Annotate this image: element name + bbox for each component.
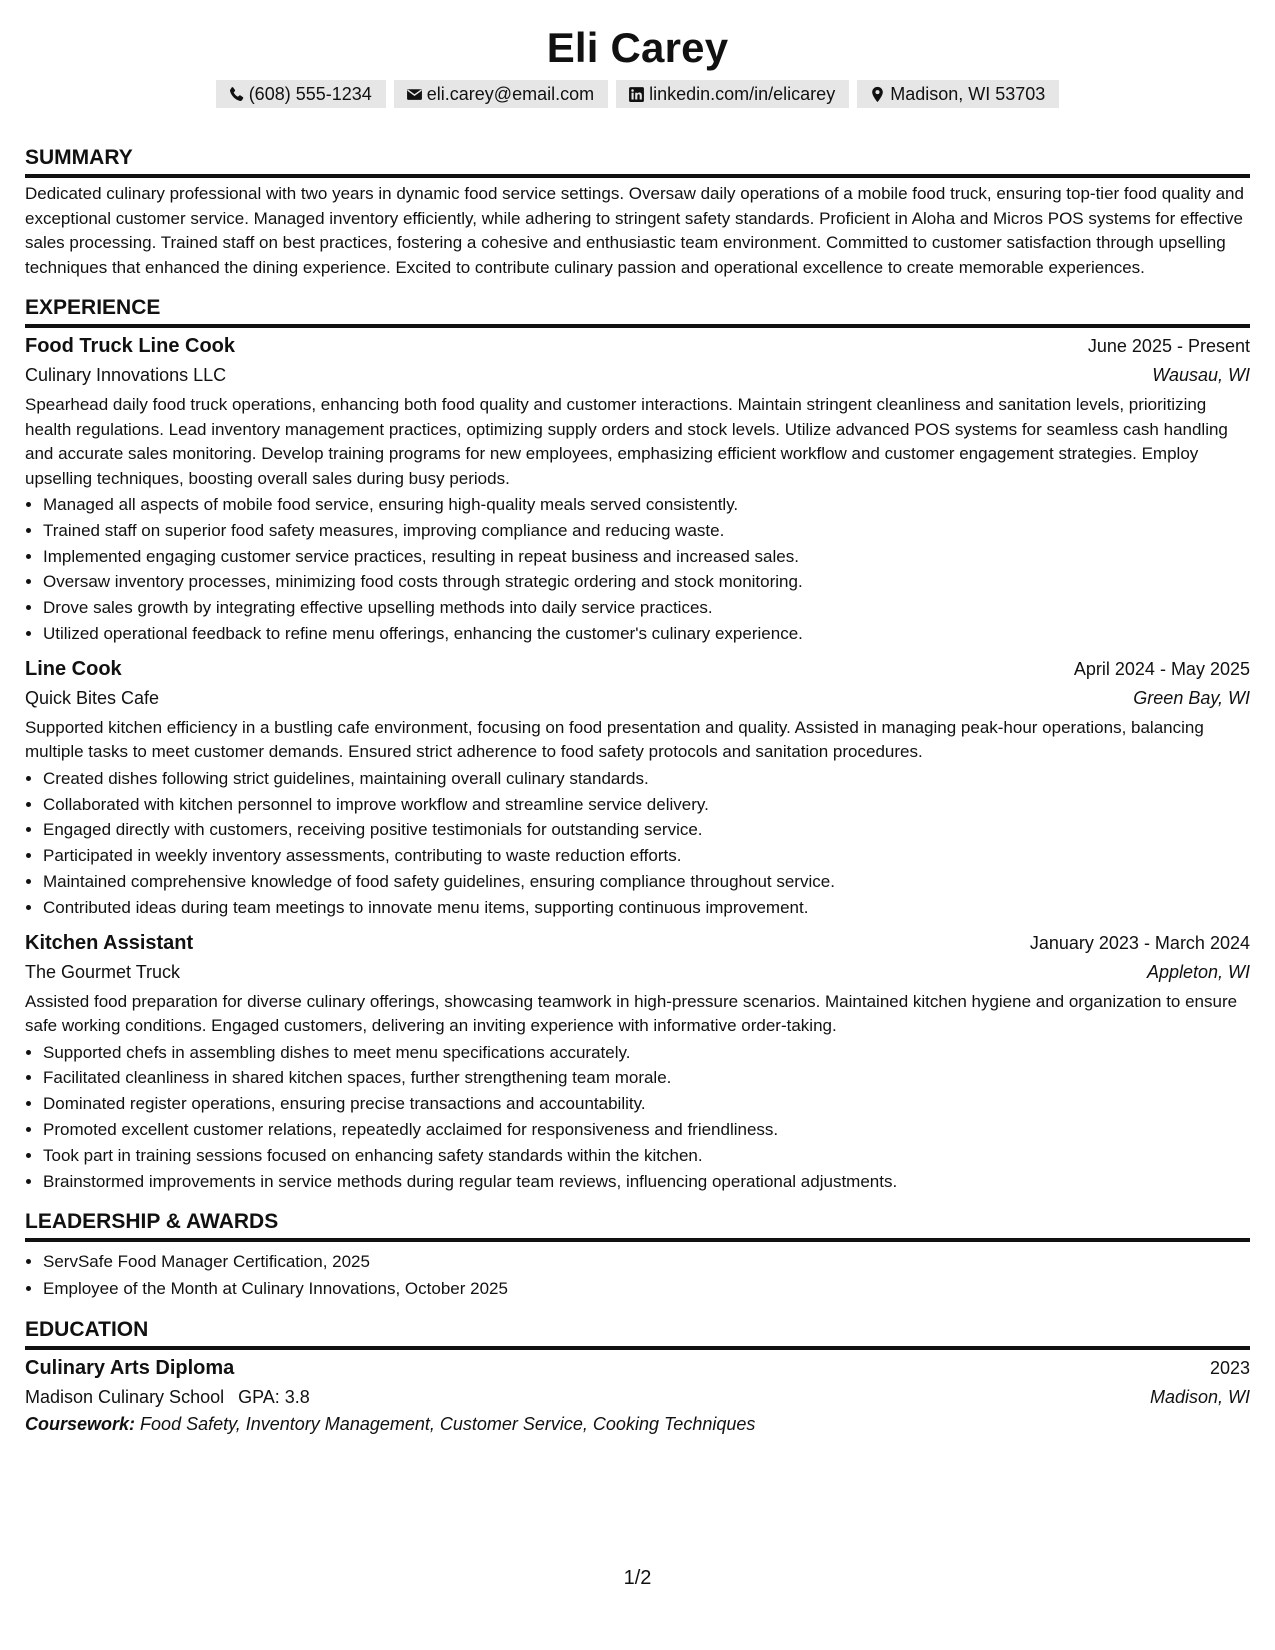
job-title: Food Truck Line Cook — [25, 335, 236, 357]
degree-title: Culinary Arts Diploma — [25, 1357, 235, 1380]
job-dates: June 2025 - Present — [1087, 336, 1250, 356]
phone-icon — [228, 86, 245, 103]
job-entry — [25, 929, 1250, 1195]
list-item: • Engaged directly with customers, receiving positive testimonials for outstanding service. — [43, 817, 1250, 843]
job-bullets — [25, 766, 1250, 921]
job-location: Green Bay, WI — [1133, 687, 1250, 708]
list-item: • Brainstormed improvements in service methods during regular team reviews, influencing operational adjustments. — [43, 1169, 1250, 1195]
education-section — [25, 1316, 1250, 1438]
experience-section — [25, 294, 1250, 1194]
list-item: • Created dishes following strict guidelines, maintaining overall culinary standards. — [43, 766, 1250, 792]
list-item: • Collaborated with kitchen personnel to improve workflow and streamline service delivery. — [43, 792, 1250, 818]
linkedin-icon — [628, 86, 645, 103]
envelope-icon — [406, 86, 423, 103]
job-bullets — [25, 492, 1250, 647]
job-location: Wausau, WI — [1152, 365, 1250, 385]
list-item: • Managed all aspects of mobile food service, ensuring high-quality meals served consistently. — [43, 492, 1250, 518]
job-description: Supported kitchen efficiency in a bustling cafe environment, focusing on food presentation and quality. Assisted in managing peak-hour operations, balancing multiple tasks to meet customer demands. Ensured strict adherence to food safety protocols and sanitation procedures. — [25, 717, 1204, 762]
job-entry — [25, 332, 1250, 647]
job-description: Assisted food preparation for diverse culinary offerings, showcasing teamwork in high-pressure scenarios. Maintained kitchen hygiene and organization to ensure safe working conditions. Engaged customers, delivering an inviting experience with informative order-taking. — [25, 991, 1238, 1036]
company-name: Culinary Innovations LLC — [25, 365, 227, 385]
linkedin-text[interactable]: linkedin.com/in/elicarey — [649, 84, 836, 104]
section-title: SUMMARY — [25, 144, 1250, 178]
graduation-year: 2023 — [1209, 1358, 1250, 1379]
job-dates: January 2023 - March 2024 — [1029, 932, 1250, 953]
coursework — [25, 1410, 1250, 1438]
email-text[interactable]: eli.carey@email.com — [426, 84, 595, 104]
list-item: • Implemented engaging customer service practices, resulting in repeat business and increased sales. — [43, 544, 1250, 570]
school-info — [25, 1384, 310, 1410]
list-item: • Utilized operational feedback to refine menu offerings, enhancing the customer's culinary experience. — [43, 621, 1250, 647]
section-title: LEADERSHIP & AWARDS — [25, 1208, 1250, 1242]
list-item: • Drove sales growth by integrating effective upselling methods into daily service practices. — [43, 595, 1250, 621]
page-number: 1/2 — [623, 1567, 652, 1589]
list-item: • Contributed ideas during team meetings to innovate menu items, supporting continuous improvement. — [43, 895, 1250, 921]
list-item: • Took part in training sessions focused on enhancing safety standards within the kitchen. — [43, 1143, 1250, 1169]
coursework-list: Food Safety, Inventory Management, Customer Service, Cooking Techniques — [140, 1414, 756, 1435]
awards-list — [25, 1248, 1250, 1302]
contact-location — [857, 80, 1059, 108]
list-item: • Promoted excellent customer relations, repeatedly acclaimed for responsiveness and friendliness. — [43, 1117, 1250, 1143]
job-title: Kitchen Assistant — [25, 931, 194, 954]
contact-email[interactable] — [394, 80, 608, 108]
job-description: Spearhead daily food truck operations, enhancing both food quality and customer interactions. Maintain stringent cleanliness and sanitation levels, prioritizing health regulations. Lead inventory management practices, optimizing supply orders and stock levels. Utilize advanced POS systems for seamless cash handling and accurate sales monitoring. Develop training programs for new employees, emphasizing efficient workflow and customer engagement strategies. Employ upselling techniques, boosting overall sales during busy periods. — [25, 395, 1228, 488]
map-marker-icon — [869, 86, 886, 103]
leadership-section — [25, 1208, 1250, 1302]
contact-linkedin[interactable] — [616, 80, 849, 108]
list-item: • Supported chefs in assembling dishes to meet menu specifications accurately. — [43, 1040, 1250, 1066]
company-name: The Gourmet Truck — [25, 961, 181, 982]
company-name: Quick Bites Cafe — [25, 687, 160, 708]
summary-text: Dedicated culinary professional with two years in dynamic food service settings. Oversaw daily operations of a mobile food truck, ensuring top-tier food quality and exceptional customer service. Managed inventory efficiently, while adhering to stringent safety standards. Proficient in Aloha and Micros POS systems for effective sales processing. Trained staff on best practices, fostering a cohesive and enthusiastic team environment. Committed to customer satisfaction through upselling techniques that enhanced the dining experience. Excited to contribute culinary passion and operational excellence to create memorable experiences. — [25, 184, 1244, 277]
section-title: EXPERIENCE — [25, 294, 1250, 328]
location-text: Madison, WI 53703 — [890, 84, 1046, 104]
job-location: Appleton, WI — [1146, 961, 1250, 982]
section-title: EDUCATION — [25, 1316, 1250, 1350]
gpa: GPA: 3.8 — [238, 1387, 310, 1408]
list-item: • Employee of the Month at Culinary Innovations, October 2025 — [43, 1275, 1250, 1302]
school-name: Madison Culinary School — [25, 1387, 225, 1408]
resume-page — [25, 0, 1250, 1650]
list-item: • Maintained comprehensive knowledge of food safety guidelines, ensuring compliance throughout service. — [43, 869, 1250, 895]
list-item: • Participated in weekly inventory assessments, contributing to waste reduction efforts. — [43, 843, 1250, 869]
list-item: • Dominated register operations, ensuring precise transactions and accountability. — [43, 1091, 1250, 1117]
list-item: • Oversaw inventory processes, minimizing food costs through strategic ordering and stock monitoring. — [43, 569, 1250, 595]
job-entry — [25, 655, 1250, 921]
job-dates: April 2024 - May 2025 — [1073, 658, 1250, 679]
school-location: Madison, WI — [1149, 1387, 1250, 1408]
candidate-name: Eli Carey — [546, 24, 729, 71]
summary-section — [25, 144, 1250, 280]
list-item: • ServSafe Food Manager Certification, 2025 — [43, 1248, 1250, 1275]
list-item: • Facilitated cleanliness in shared kitchen spaces, further strengthening team morale. — [43, 1065, 1250, 1091]
job-bullets — [25, 1040, 1250, 1195]
coursework-label: Coursework: — [25, 1414, 136, 1435]
phone-text: (608) 555-1234 — [248, 84, 372, 104]
job-title: Line Cook — [25, 657, 122, 680]
contact-phone — [216, 80, 386, 108]
list-item: • Trained staff on superior food safety measures, improving compliance and reducing waste. — [43, 518, 1250, 544]
contact-bar — [25, 80, 1250, 108]
